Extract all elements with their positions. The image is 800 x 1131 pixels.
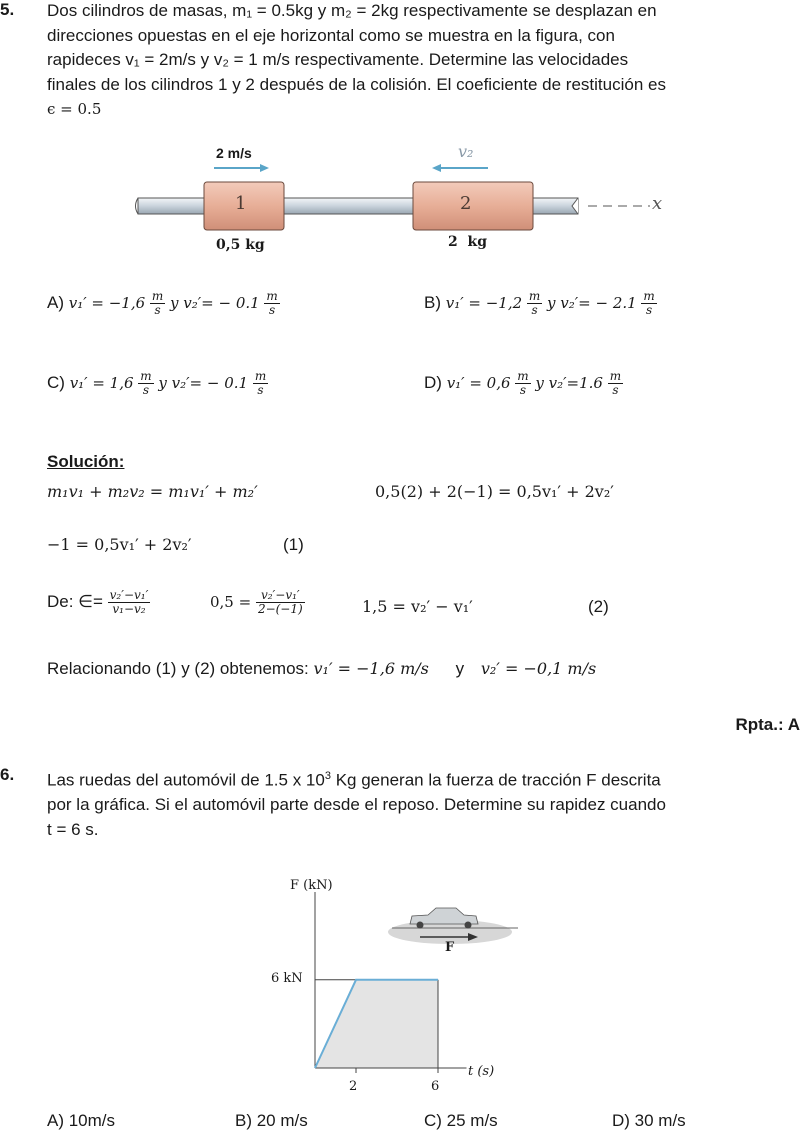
x-axis-label: t (s) <box>468 1064 495 1079</box>
momentum-equation: m₁v₁ + m₂v₂ = m₁v₁′ + m₂′ <box>47 482 258 501</box>
statement-line: rapideces v₁ = 2m/s y v₂ = 1 m/s respectivamente. Determine las velocidades <box>47 50 629 69</box>
area-under-curve <box>315 980 438 1068</box>
v1-arrowhead <box>260 164 269 172</box>
force-label: F <box>445 940 455 955</box>
v2-label: v₂ <box>458 142 474 161</box>
restitution-substitution: 0,5 = $\frac{\text{v₂′−v₁′}}{2-(-1)}$ <box>210 588 303 616</box>
unit-fraction: $\frac{m}{s}$ <box>266 289 278 317</box>
restitution-definition <box>47 589 150 616</box>
option-c: C) 25 m/s <box>424 1111 498 1130</box>
mass-2-label: 2 kg <box>448 234 487 250</box>
restitution-fraction: $\frac{\text{v₂′−v₁′}}{\text{v₁−v₂}}$ <box>109 588 149 616</box>
restitution-fraction: $\frac{\text{v₂′−v₁′}}{2-(-1)}$ <box>257 588 303 616</box>
result-line <box>47 659 596 679</box>
statement-line: ϵ = 0.5 <box>47 100 102 118</box>
x-axis-label: x <box>652 193 663 214</box>
option-value: v₁′ = 0,6 <box>446 373 511 392</box>
cylinder-2-label: 2 <box>460 193 472 214</box>
problem-5-statement <box>47 0 800 122</box>
option-letter: A) <box>47 292 64 312</box>
equation-2-tag: (2) <box>588 597 609 616</box>
option-letter: D) <box>424 372 442 392</box>
de-label: De: ∈= <box>47 591 103 611</box>
unit-fraction: $\frac{m}{s}$ <box>140 369 152 397</box>
unit-fraction: $\frac{m}{s}$ <box>151 289 164 317</box>
option-value: v₁′ = 1,6 <box>69 373 134 392</box>
mass-1-label: 0,5 kg <box>216 237 265 253</box>
car-illustration <box>388 908 518 944</box>
option-a <box>47 290 280 317</box>
force-time-chart <box>260 872 540 1102</box>
x-tick-label: 2 <box>349 1079 358 1094</box>
option-d: D) 30 m/s <box>612 1111 686 1130</box>
unit-fraction: $\frac{m}{s}$ <box>643 289 655 317</box>
statement-line: Las ruedas del automóvil de 1.5 x $10^3$ Kg generan la fuerza de tracción F descrita <box>47 770 661 790</box>
option-value: y v₂′= − 0.1 <box>170 293 260 312</box>
x-tick-label: 6 <box>431 1079 440 1094</box>
equation-1: −1 = 0,5v₁′ + 2v₂′ <box>47 535 192 554</box>
equation-1-tag: (1) <box>283 535 304 554</box>
option-b: B) 20 m/s <box>235 1111 308 1130</box>
option-a: A) 10m/s <box>47 1111 116 1130</box>
option-value: y v₂′= − 2.1 <box>547 293 637 312</box>
statement-line: por la gráfica. Si el automóvil parte desde el reposo. Determine su rapidez cuando <box>47 795 666 815</box>
option-value: v₁′ = −1,6 <box>68 293 146 312</box>
option-value: y v₂′=1.6 <box>535 373 603 392</box>
v1-label: 2 m/s <box>216 145 252 161</box>
statement-line: direcciones opuestas en el eje horizontal como se muestra en la figura, con <box>47 25 615 45</box>
result-v2: v₂′ = −0,1 m/s <box>480 659 597 678</box>
result-conjunction: y <box>455 659 465 678</box>
statement-line: Dos cilindros de masas, m₁ = 0.5kg y m₂ = 2kg respectivamente se desplazan en <box>47 1 657 20</box>
unit-fraction: $\frac{m}{s}$ <box>254 369 267 397</box>
y-tick-label: 6 kN <box>271 971 303 986</box>
unit-fraction: $\frac{m}{s}$ <box>609 369 622 397</box>
cylinder-collision-figure <box>130 138 690 268</box>
option-value: v₁′ = −1,2 <box>445 293 523 312</box>
equation-2: 1,5 = v₂′ − v₁′ <box>362 597 473 616</box>
relating-text: Relacionando (1) y (2) obtenemos: <box>47 659 309 678</box>
problem-6-statement <box>47 764 800 842</box>
v2-arrowhead <box>432 164 441 172</box>
car-wheel <box>417 922 424 929</box>
option-d <box>424 370 623 397</box>
option-c <box>47 370 268 397</box>
option-value: y v₂′= − 0.1 <box>158 373 249 392</box>
cylinder-1-label: 1 <box>235 193 247 214</box>
y-axis-label: F (kN) <box>290 878 333 893</box>
option-letter: C) <box>47 372 65 392</box>
option-letter: B) <box>424 292 441 312</box>
problem-5-number: 5. <box>0 0 15 19</box>
result-v1: v₁′ = −1,6 m/s <box>313 659 429 678</box>
option-b <box>424 290 657 317</box>
cylinder-2 <box>413 182 533 230</box>
unit-fraction: $\frac{m}{s}$ <box>517 369 529 397</box>
car-wheel <box>465 922 472 929</box>
answer-label: Rpta.: A <box>735 715 800 734</box>
solution-title: Solución: <box>47 452 125 471</box>
unit-fraction: $\frac{m}{s}$ <box>528 289 541 317</box>
statement-line: t = 6 s. <box>47 819 99 839</box>
problem-6-number: 6. <box>0 765 15 784</box>
momentum-substitution: 0,5(2) + 2(−1) = 0,5v₁′ + 2v₂′ <box>375 482 614 501</box>
statement-line: finales de los cilindros 1 y 2 después de la colisión. El coeficiente de restitución es <box>47 74 666 94</box>
